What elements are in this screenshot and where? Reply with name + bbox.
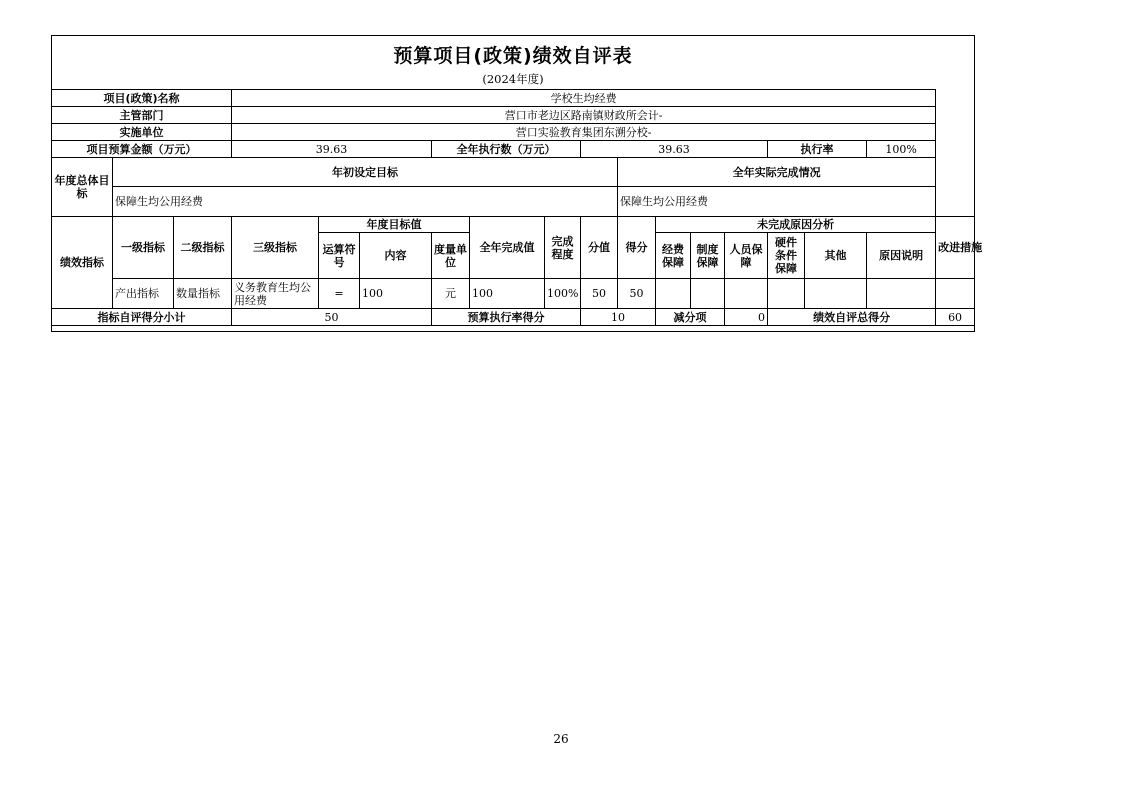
goal-initial-header: 年初设定目标 — [113, 158, 618, 187]
header-score: 得分 — [618, 217, 656, 279]
budget-rate-label: 预算执行率得分 — [432, 309, 581, 326]
header-funding: 经费保障 — [656, 233, 691, 279]
row-other — [805, 279, 867, 309]
dept-value: 营口市老边区路南镇财政所会计- — [232, 107, 936, 124]
unit-label: 实施单位 — [52, 124, 232, 141]
header-level2: 二级指标 — [174, 217, 232, 279]
row-hardware — [768, 279, 805, 309]
header-level1: 一级指标 — [113, 217, 174, 279]
header-target-group: 年度目标值 — [319, 217, 470, 233]
header-measure-unit: 度量单位 — [432, 233, 470, 279]
row-score: 50 — [618, 279, 656, 309]
header-reason-group: 未完成原因分析 — [656, 217, 936, 233]
header-system: 制度保障 — [691, 233, 725, 279]
row-completion: 100% — [545, 279, 581, 309]
row-level1: 产出指标 — [113, 279, 174, 309]
deduction-value: 0 — [725, 309, 768, 326]
rate-value: 100% — [867, 141, 936, 158]
unit-row — [52, 124, 975, 141]
row-measure-unit: 元 — [432, 279, 470, 309]
header-points: 分值 — [581, 217, 618, 279]
unit-value: 营口实验教育集团东溯分校- — [232, 124, 936, 141]
row-system — [691, 279, 725, 309]
project-name-label: 项目(政策)名称 — [52, 90, 232, 107]
rate-label: 执行率 — [768, 141, 867, 158]
total-value: 60 — [936, 309, 975, 326]
goal-actual-text: 保障生均公用经费 — [618, 187, 936, 217]
row-staff — [725, 279, 768, 309]
row-content: 100 — [360, 279, 432, 309]
indicators-label: 绩效指标 — [52, 217, 113, 309]
indicator-header-row-1 — [52, 217, 975, 233]
header-content: 内容 — [360, 233, 432, 279]
row-operator: = — [319, 279, 360, 309]
header-operator: 运算符号 — [319, 233, 360, 279]
form-header — [52, 36, 974, 90]
project-name-row — [52, 90, 975, 107]
header-improvement: 改进措施 — [936, 217, 975, 279]
goal-actual-header: 全年实际完成情况 — [618, 158, 936, 187]
exec-label: 全年执行数（万元） — [432, 141, 581, 158]
form-title: 预算项目(政策)绩效自评表 — [393, 45, 633, 67]
evaluation-table — [51, 89, 983, 326]
table-row — [52, 279, 975, 309]
header-completion: 完成程度 — [545, 217, 581, 279]
evaluation-form — [51, 35, 983, 332]
row-annual-value: 100 — [470, 279, 545, 309]
row-explanation — [867, 279, 936, 309]
total-label: 绩效自评总得分 — [768, 309, 936, 326]
budget-label: 项目预算金额（万元） — [52, 141, 232, 158]
form-year: (2024年度) — [482, 72, 544, 86]
goal-content-row — [52, 187, 975, 217]
goal-header-row — [52, 158, 975, 187]
dept-label: 主管部门 — [52, 107, 232, 124]
header-hardware: 硬件条件保障 — [768, 233, 805, 279]
project-name-value: 学校生均经费 — [232, 90, 936, 107]
summary-row — [52, 309, 975, 326]
dept-row — [52, 107, 975, 124]
budget-rate-value: 10 — [581, 309, 656, 326]
header-annual-value: 全年完成值 — [470, 217, 545, 279]
goal-label: 年度总体目标 — [52, 158, 113, 217]
page-number: 26 — [553, 732, 569, 746]
subtotal-value: 50 — [232, 309, 432, 326]
header-staff: 人员保障 — [725, 233, 768, 279]
exec-value: 39.63 — [581, 141, 768, 158]
subtotal-label: 指标自评得分小计 — [52, 309, 232, 326]
row-improvement — [936, 279, 975, 309]
budget-row — [52, 141, 975, 158]
budget-value: 39.63 — [232, 141, 432, 158]
deduction-label: 减分项 — [656, 309, 725, 326]
row-level3: 义务教育生均公用经费 — [232, 279, 319, 309]
row-level2: 数量指标 — [174, 279, 232, 309]
header-explanation: 原因说明 — [867, 233, 936, 279]
header-level3: 三级指标 — [232, 217, 319, 279]
header-other: 其他 — [805, 233, 867, 279]
row-points: 50 — [581, 279, 618, 309]
goal-initial-text: 保障生均公用经费 — [113, 187, 618, 217]
row-funding — [656, 279, 691, 309]
